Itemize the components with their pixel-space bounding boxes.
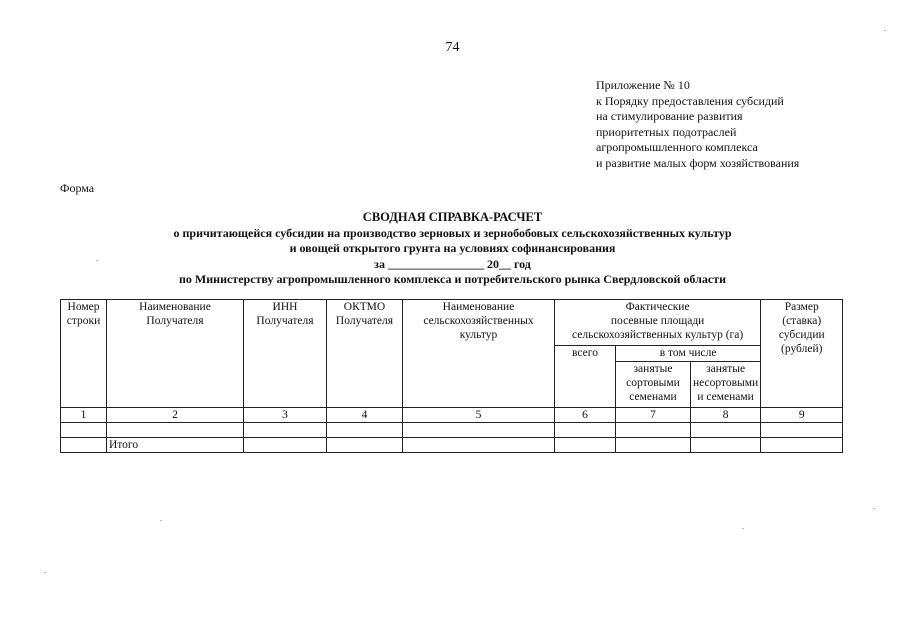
scan-speck [884, 30, 886, 31]
column-number: 3 [244, 408, 327, 423]
column-number: 4 [327, 408, 403, 423]
column-number: 7 [616, 408, 691, 423]
table-cell [761, 438, 843, 453]
table-cell [244, 438, 327, 453]
appendix-line: агропромышленного комплекса [596, 140, 758, 154]
table-row [61, 423, 843, 438]
appendix-line: на стимулирование развития [596, 109, 743, 123]
header-total: всего [555, 346, 616, 408]
header-actual-area: Фактические посевные площади сельскохозяйственных культур (га) [555, 300, 761, 346]
table-cell [555, 438, 616, 453]
report-table [60, 299, 843, 453]
total-label: Итого [107, 438, 244, 453]
header-including: в том числе [616, 346, 761, 362]
column-number: 6 [555, 408, 616, 423]
table-cell [691, 438, 761, 453]
table-cell [616, 423, 691, 438]
table-cell [403, 438, 555, 453]
form-label: Форма [60, 181, 95, 195]
table-cell [616, 438, 691, 453]
table-cell [691, 423, 761, 438]
table-cell [555, 423, 616, 438]
table-cell [761, 423, 843, 438]
header-inn: ИНН Получателя [244, 300, 327, 408]
title-block [0, 210, 905, 288]
column-number: 9 [761, 408, 843, 423]
title-subline: и овощей открытого грунта на условиях софинансирования [289, 241, 616, 255]
appendix-line: и развитие малых форм хозяйствования [596, 155, 800, 170]
header-subsidy-size: Размер (ставка) субсидии (рублей) [761, 300, 843, 408]
column-number: 5 [403, 408, 555, 423]
header-varietal: занятые сортовыми семенами [616, 362, 691, 408]
appendix-line: приоритетных подотраслей [596, 124, 737, 139]
column-number: 1 [61, 408, 107, 423]
title-subline: о причитающейся субсидии на производство зерновых и зернобобовых сельскохозяйственных культур [173, 225, 732, 240]
scan-speck [873, 508, 875, 509]
appendix-line: к Порядку предоставления субсидий [596, 93, 784, 108]
page-number: 74 [445, 40, 460, 55]
table-cell [327, 423, 403, 438]
document-title: СВОДНАЯ СПРАВКА-РАСЧЕТ [362, 210, 543, 224]
column-number: 8 [691, 408, 761, 423]
header-oktmo: ОКТМО Получателя [327, 300, 403, 408]
scan-speck [160, 520, 162, 521]
scan-speck [44, 572, 46, 573]
table-cell [403, 423, 555, 438]
table-cell [244, 423, 327, 438]
header-row-number: Номер строки [61, 300, 107, 408]
column-number: 2 [107, 408, 244, 423]
table-cell [61, 438, 107, 453]
table-cell [61, 423, 107, 438]
header-recipient-name: Наименование Получателя [107, 300, 244, 408]
total-row [61, 438, 843, 453]
table-cell [327, 438, 403, 453]
appendix-line: Приложение № 10 [596, 78, 690, 92]
scan-speck [742, 528, 744, 529]
header-non-varietal: занятые несортовыми и семенами [691, 362, 761, 408]
scan-speck [96, 260, 98, 261]
header-crop-name: Наименование сельскохозяйственных культур [403, 300, 555, 408]
ministry-line: по Министерству агропромышленного комплекса и потребительского рынка Свердловской области [179, 272, 726, 286]
table-cell [107, 423, 244, 438]
appendix-block [596, 78, 799, 171]
period-line: за ________________ 20__ год [374, 256, 531, 271]
